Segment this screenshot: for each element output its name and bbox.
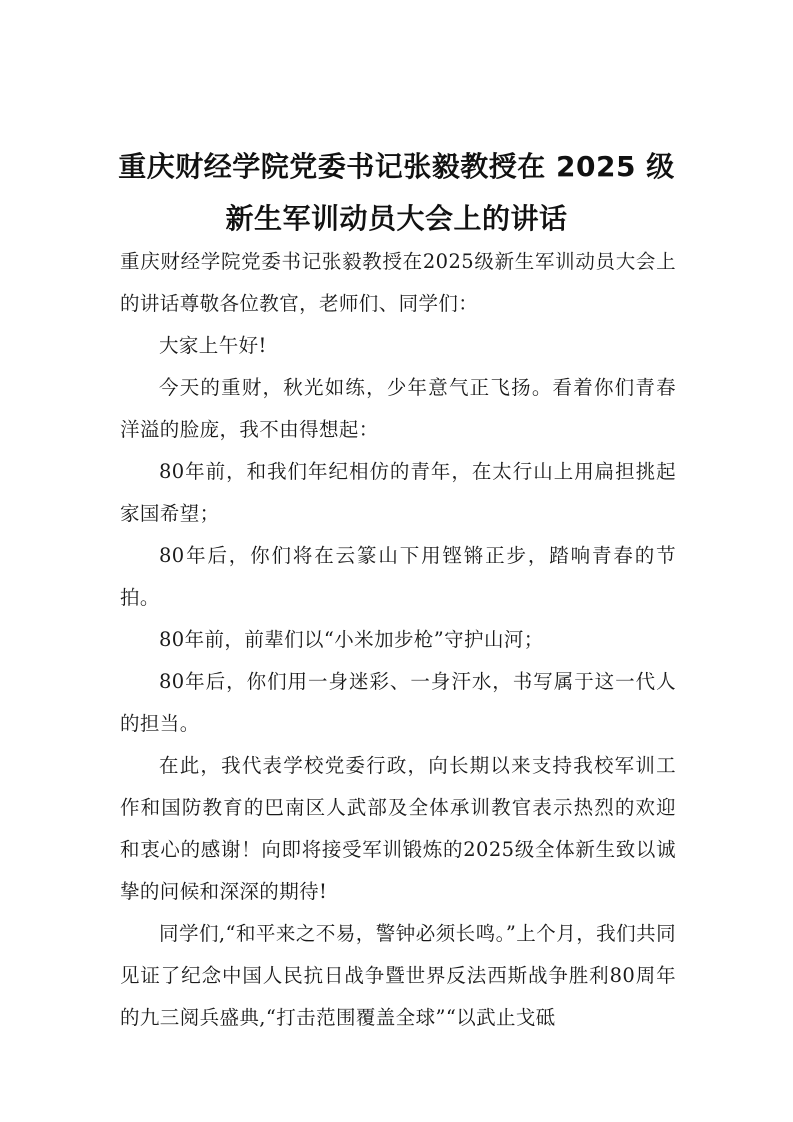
paragraph: 今天的重财，秋光如练，少年意气正飞扬。看着你们青春洋溢的脸庞，我不由得想起： xyxy=(120,376,676,441)
title-line-1: 重庆财经学院党委书记张毅教授在 2025 级 xyxy=(118,149,675,183)
paragraph: 同学们,“和平来之不易，警钟必须长鸣。”上个月，我们共同见证了纪念中国人民抗日战争暨世界反法西斯战争胜利80周年的九三阅兵盛典,“打击范围覆盖全球”“以武止戈砥 xyxy=(120,922,676,1029)
paragraph: 在此，我代表学校党委行政，向长期以来支持我校军训工作和国防教育的巴南区人武部及全体承训教官表示热烈的欢迎和衷心的感谢！向即将接受军训锻炼的2025级全体新生致以诚挚的问候和深深的期待! xyxy=(120,754,676,903)
paragraph: 80年前，和我们年纪相仿的青年，在太行山上用扁担挑起家国希望； xyxy=(120,460,676,525)
document-body xyxy=(120,241,676,1039)
paragraph-greeting: 大家上午好! xyxy=(159,334,267,357)
paragraph: 80年后，你们将在云篆山下用铿锵正步，踏响青春的节拍。 xyxy=(120,544,676,609)
document-title xyxy=(100,141,693,245)
paragraph: 80年后，你们用一身迷彩、一身汗水，书写属于这一代人的担当。 xyxy=(120,670,676,735)
paragraph-heading: 重庆财经学院党委书记张毅教授在2025级新生军训动员大会上的讲话尊敬各位教官，老师们、同学们： xyxy=(120,250,676,315)
title-line-2: 新生军训动员大会上的讲话 xyxy=(225,201,568,235)
paragraph: 80年前，前辈们以“小米加步枪”守护山河； xyxy=(159,628,544,651)
